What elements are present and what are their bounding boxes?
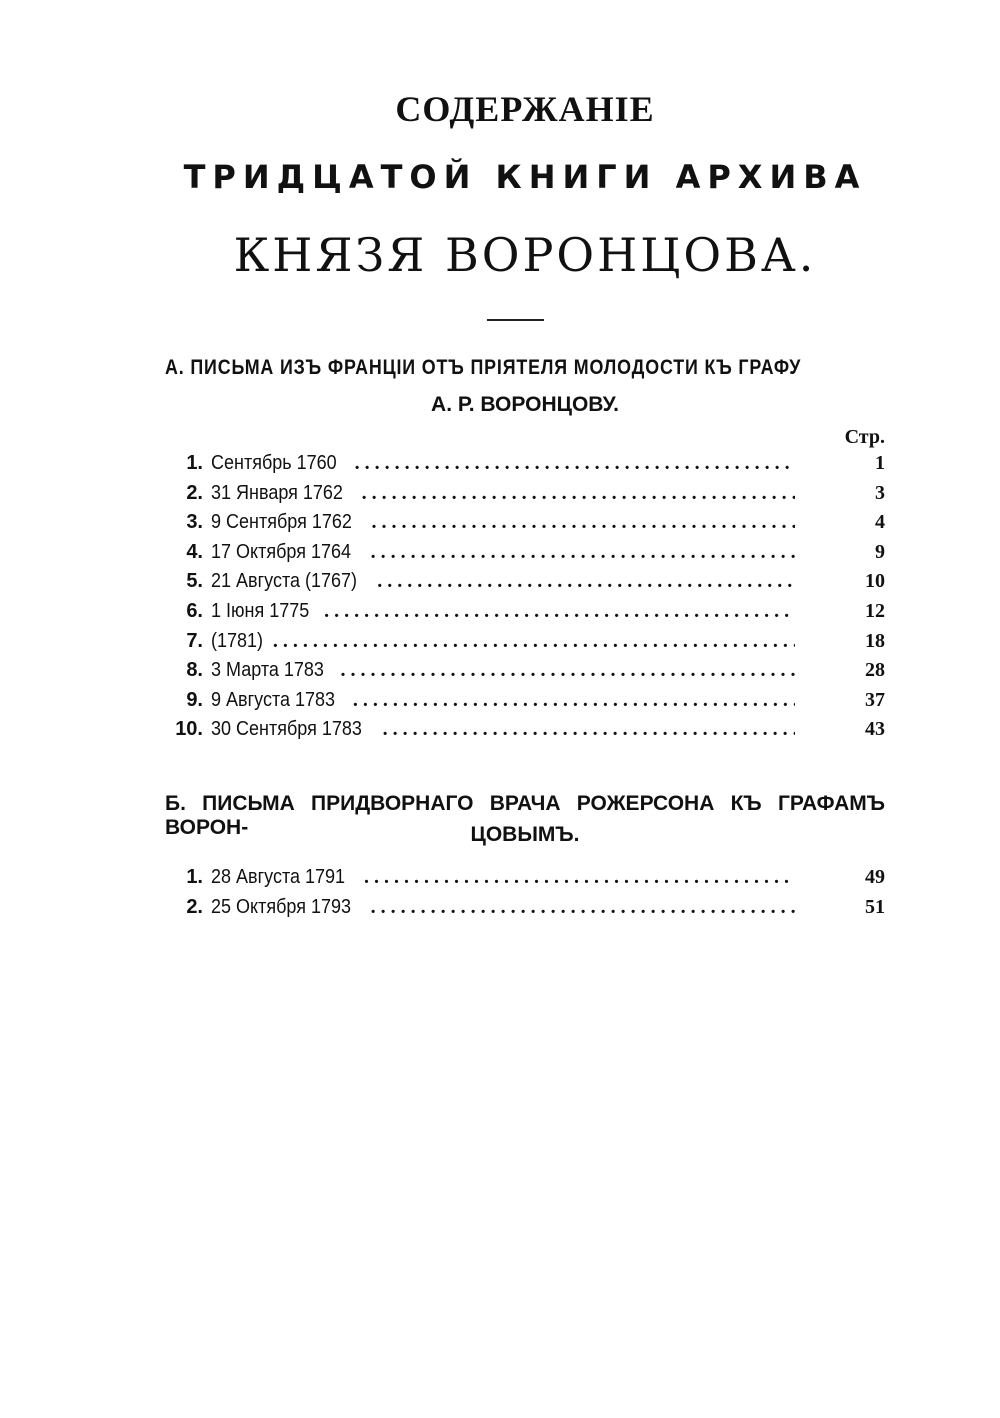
dot-leader <box>353 689 795 712</box>
entry-title: 25 Октября 1793 <box>211 896 352 918</box>
entry-number: 8. <box>186 659 203 682</box>
title-line-1: СОДЕРЖАНІЕ <box>395 89 655 129</box>
entry-number: 5. <box>186 570 203 593</box>
section-a-heading: А. ПИСЬМА ИЗЪ ФРАНЦІИ ОТЪ ПРІЯТЕЛЯ МОЛОДОСТИ КЪ ГРАФУ <box>165 356 802 379</box>
toc-entry <box>155 896 885 924</box>
toc-entry <box>155 659 885 687</box>
entry-number: 7. <box>186 629 203 652</box>
entry-page: 51 <box>865 896 885 918</box>
dot-leader <box>273 630 795 653</box>
toc-entry <box>155 600 885 628</box>
dot-leader <box>364 866 795 889</box>
dot-leader <box>371 896 795 919</box>
entry-page: 1 <box>875 452 885 474</box>
entry-title: 31 Января 1762 <box>211 481 343 504</box>
entry-title: 21 Августа (1767) <box>211 570 358 593</box>
toc-entry <box>155 541 885 569</box>
section-b-heading-cont: ЦОВЫМЪ. <box>470 823 580 846</box>
dot-leader <box>383 718 795 741</box>
entry-number: 2. <box>186 896 203 918</box>
title-line-3: КНЯЗЯ ВОРОНЦОВА. <box>233 228 817 282</box>
entry-title: 9 Сентября 1762 <box>211 511 352 534</box>
entry-page: 12 <box>865 600 885 622</box>
dot-leader <box>324 600 795 623</box>
dot-leader <box>372 511 795 534</box>
entry-number: 1. <box>186 866 203 888</box>
toc-entry <box>155 866 885 894</box>
entry-number: 2. <box>186 481 203 504</box>
entry-number: 9. <box>186 688 203 711</box>
entry-title: (1781) <box>211 629 264 652</box>
entry-page: 3 <box>875 481 885 504</box>
page-column-label: Стр. <box>844 426 885 448</box>
entry-number: 1. <box>186 452 203 474</box>
toc-entry <box>155 511 885 539</box>
toc-entry <box>155 718 885 746</box>
entry-title: 17 Октября 1764 <box>211 540 352 563</box>
dot-leader <box>355 452 795 475</box>
toc-entry <box>155 689 885 717</box>
entry-number: 6. <box>186 600 203 622</box>
entry-number: 3. <box>186 511 203 534</box>
toc-entry <box>155 630 885 658</box>
entry-number: 4. <box>186 540 203 563</box>
entry-title: 28 Августа 1791 <box>211 866 346 888</box>
entry-title: 9 Августа 1783 <box>211 688 336 711</box>
toc-entry <box>155 452 885 480</box>
dot-leader <box>371 541 795 564</box>
entry-page: 37 <box>865 688 885 711</box>
toc-entry <box>155 570 885 598</box>
dot-leader <box>340 659 795 682</box>
entry-number: 10. <box>175 718 203 741</box>
entry-title: 1 Іюня 1775 <box>211 600 310 622</box>
entry-page: 43 <box>865 718 885 741</box>
entry-page: 18 <box>865 629 885 652</box>
section-b-heading: Б. ПИСЬМА ПРИДВОРНАГО ВРАЧА РОЖЕРСОНА КЪ ГРАФАМЪ ВОРОН- <box>165 792 885 839</box>
entry-page: 28 <box>865 659 885 682</box>
title-divider <box>487 319 544 321</box>
entry-title: 3 Марта 1783 <box>211 659 324 682</box>
section-a-heading-cont: А. Р. ВОРОНЦОВУ. <box>431 393 619 416</box>
entry-page: 10 <box>865 570 885 593</box>
entry-page: 9 <box>875 540 885 563</box>
entry-title: Сентябрь 1760 <box>211 452 337 474</box>
entry-title: 30 Сентября 1783 <box>211 718 362 741</box>
entry-page: 49 <box>865 866 885 888</box>
entry-page: 4 <box>875 511 885 534</box>
title-line-2: ТРИДЦАТОЙ КНИГИ АРХИВА <box>183 158 867 196</box>
dot-leader <box>377 570 795 593</box>
dot-leader <box>362 482 795 505</box>
toc-entry <box>155 482 885 510</box>
